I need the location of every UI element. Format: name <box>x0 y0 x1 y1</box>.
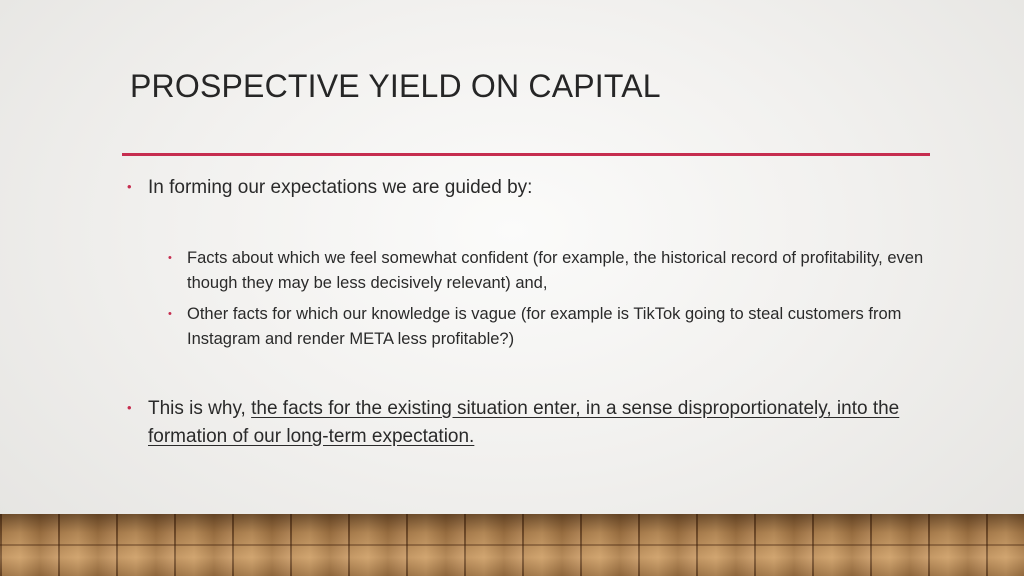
sub-bullet-marker: • <box>168 308 172 320</box>
sub-bullet-item: Other facts for which our knowledge is vague (for example is TikTok going to steal customers from Instagram and render META less profitable?) <box>187 305 902 348</box>
bullet-item: In forming our expectations we are guided by: <box>148 177 533 198</box>
bullet-item <box>148 395 928 451</box>
title-divider <box>122 153 930 156</box>
sub-bullet-marker: • <box>168 252 172 264</box>
bullet-marker: • <box>127 179 132 194</box>
underlined-text: the facts for the existing situation enter, in a sense disproportionately, into the formation of our long-term expectation. <box>148 398 900 447</box>
bullet-marker: • <box>127 400 132 415</box>
slide-title: PROSPECTIVE YIELD ON CAPITAL <box>130 68 661 104</box>
wood-floor-decoration <box>0 514 1024 576</box>
sub-bullet-item: Facts about which we feel somewhat confident (for example, the historical record of profitability, even though they may be less decisively relevant) and, <box>187 249 924 292</box>
bullet-text: This is why, <box>148 398 252 419</box>
